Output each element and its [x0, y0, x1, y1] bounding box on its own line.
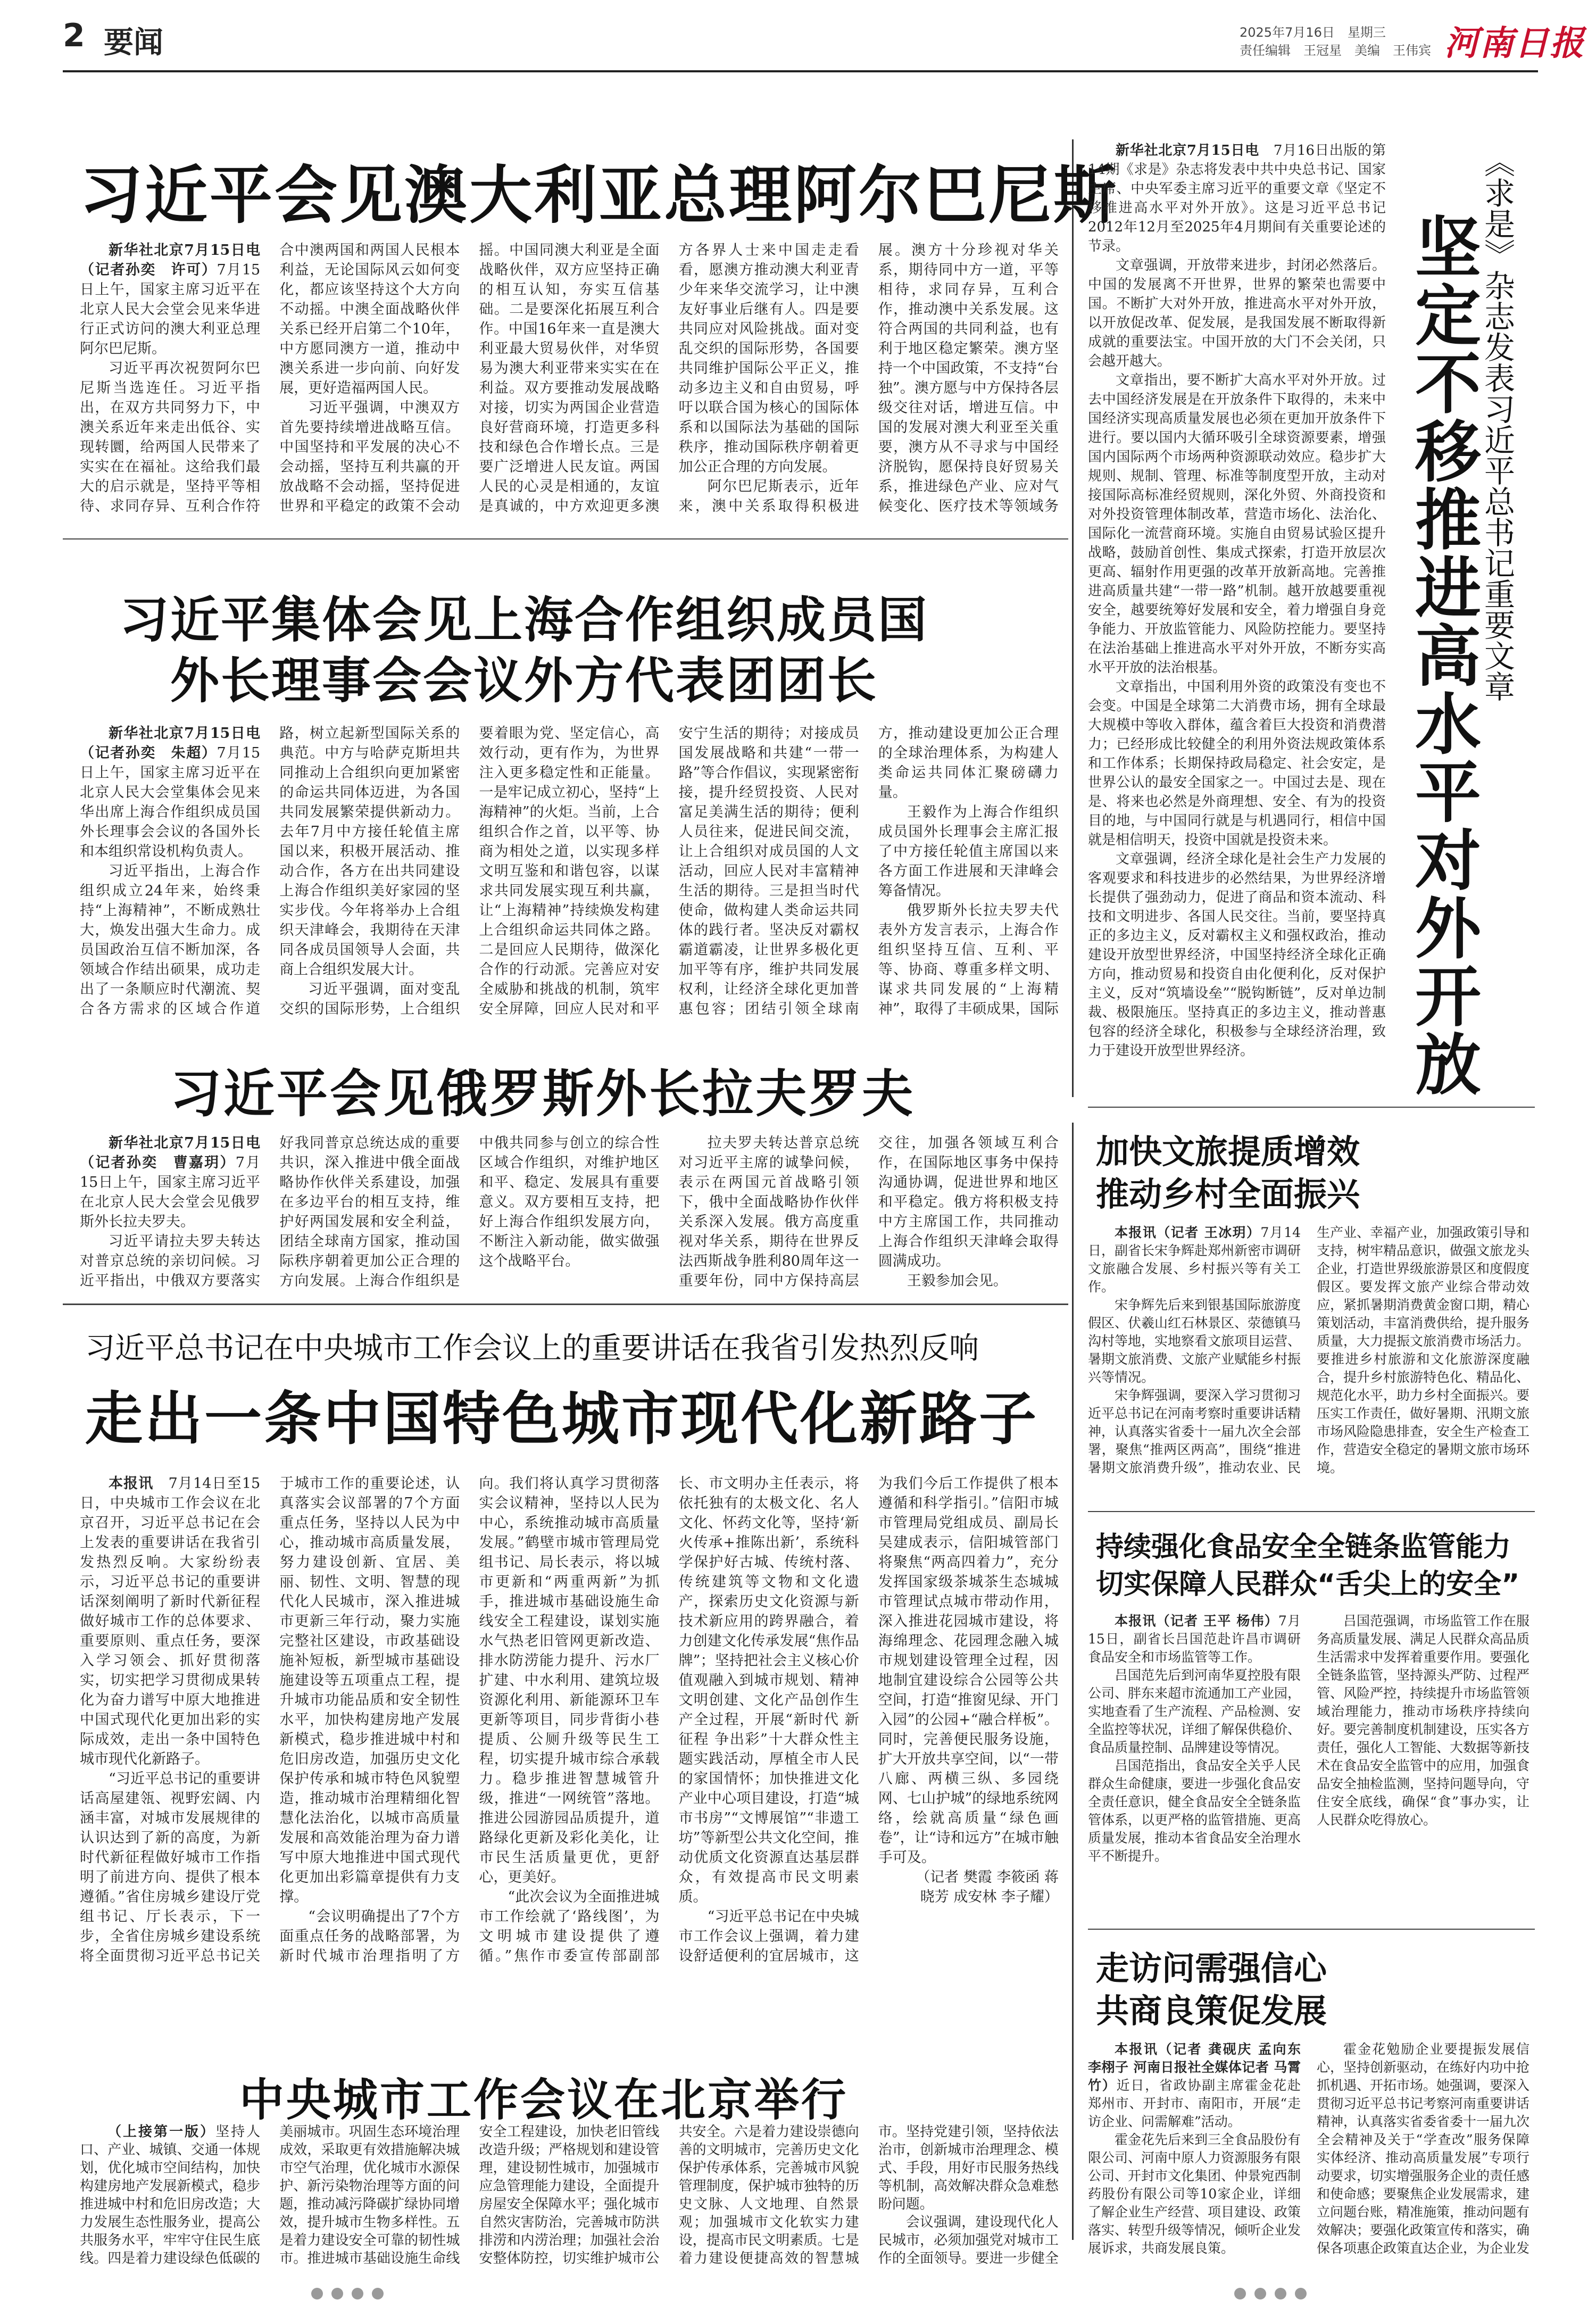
article-city-body — [80, 1474, 1059, 2054]
headline-tourism-line2: 推动乡村全面振兴 — [1096, 1175, 1360, 1214]
paragraph: 吕国范指出，食品安全关乎人民群众生命健康，要进一步强化食品安全责任意识，健全食品安全全链条监管体系，以更严格的监管措施、更高质量发展，推动本省食品安全治理水平不断提升。 — [1088, 1758, 1301, 1864]
divider — [1088, 1107, 1535, 1108]
headline-lavrov: 习近平会见俄罗斯外长拉夫罗夫 — [170, 1064, 915, 1124]
paragraph: 文章指出，要不断扩大高水平对外开放。过去中国经济发展是在开放条件下取得的，未来中国经济实现高质量发展也必须在更加开放条件下进行。要以国内大循环吸引全球资源要素，增强国内国际两个市场两种资源联动效应。稳步扩大规则、规制、管理、标准等制度型开放，主动对接国际高标准经贸规则，深化外贸、外商投资和对外投资管理体制改革，营造市场化、法治化、国际化一流营商环境。实施自由贸易试验区提升战略，鼓励首创性、集成式探索，打造开放层次更高、辐射作用更强的改革开放新高地。完善推进高质量共建“一带一路”机制。越开放越要重视安全，越要统筹好发展和安全，着力增强自身竞争能力、开放监管能力、风险防控能力。要坚持在法治基础上推进高水平对外开放，不断夯实高水平开放的法治根基。 — [1088, 372, 1386, 676]
headline-central-city-conference: 中央城市工作会议在北京举行 — [239, 2074, 849, 2126]
paragraph: 霍金花先后来到三全食品股份有限公司、河南中原人力资源服务有限公司、开封市文化集团、仲景宛西制药股份有限公司等10家企业，详细了解企业生产经营、项目建设、政策落实、转型升级等情况，倾听企业发展诉求，共商发展良策。 — [1088, 2132, 1301, 2256]
paragraph: 近日，省政协副主席霍金花赴郑州市、开封市、南阳市，开展“走访企业、问需解难”活动。 — [1088, 2078, 1301, 2129]
headline-tourism-line1: 加快文旅提质增效 — [1096, 1132, 1360, 1171]
divider — [1088, 1929, 1535, 1930]
paragraph: 7月15日上午，国家主席习近平在北京人民大会堂集体会见来华出席上海合作组织成员国外长理事会会议的各国外长和本组织常设机构负责人。 — [80, 745, 261, 860]
dot-icon — [1275, 2288, 1286, 2299]
headline-enterprise-visit-line1: 走访问需强信心 — [1096, 1949, 1327, 1988]
dot-icon — [331, 2288, 343, 2299]
paragraph: 7月15日上午，国家主席习近平在北京人民大会堂会见俄罗斯外长拉夫罗夫。 — [80, 1155, 261, 1230]
issue-date: 2025年7月16日 星期三 — [1240, 25, 1386, 40]
dateline: 本报讯 — [109, 1475, 154, 1492]
header-meta — [1240, 23, 1431, 60]
paragraph: 习近平再次祝贺阿尔巴尼斯当选连任。习近平指出，在双方共同努力下，中澳关系近年来走出低谷、实现转圜，给两国人民带来了实实在在福祉。这给我们最大的启示就是，坚持平等相待、求同存异、互利合作符合中澳两国和两国人民根本利益，无论国际风云如何变化，都应该坚持这个大方向不动摇。中澳全面战略伙伴关系已经开启第二个10年，中方愿同澳方一道，推动中澳关系进一步向前、向好发展，更好造福两国人民。 — [80, 242, 460, 514]
paragraph: 7月16日出版的第14期《求是》杂志将发表中共中央总书记、国家主席、中央军委主席习近平的重要文章《坚定不移推进高水平对外开放》。这是习近平总书记2012年12月至2025年4月期间有关重要论述的节录。 — [1088, 143, 1386, 254]
paragraph: 7月15日上午，国家主席习近平在北京人民大会堂会见来华进行正式访问的澳大利亚总理阿尔巴尼斯。 — [80, 262, 261, 357]
column-divider-lower — [1072, 1123, 1074, 2240]
headline-food-safety-line2: 切实保障人民群众“舌尖上的安全” — [1096, 1568, 1520, 1600]
dateline: 新华社北京7月15日电（记者孙奕 朱超） — [80, 725, 261, 761]
dateline: 本报讯（记者 王冰玥） — [1115, 1225, 1261, 1240]
dateline: 新华社北京7月15日电 — [1116, 143, 1260, 159]
header-rule — [63, 70, 1538, 72]
byline: （记者 樊霞 李筱函 蒋晓芳 成安林 李子耀） — [916, 1869, 1059, 1905]
headline-sco-line2: 外长理事会会议外方代表团团长 — [170, 652, 878, 709]
paragraph: 宋争辉强调，要深入学习贯彻习近平总书记在河南考察时重要讲话精神，认真落实省委十一届九次全会部署，聚焦“推两区两高”，围绕“推进暑期文旅消费升级”，推动农业、民生产业、幸福产业，加强政策引导和支持，树牢精品意识，做强文旅龙头企业，打造世界级旅游景区和度假度假区。要发挥文旅产业综合带动效应，紧抓暑期消费黄金窗口期，精心策划活动，丰富消费供给，提升服务质量，大力提振文旅消费市场活力。要推进乡村旅游和文化旅游深度融合，提升乡村旅游特色化、精品化、规范化水平，助力乡村全面振兴。要压实工作责任，做好暑期、汛期文旅市场风险隐患排查，安全生产检查工作，营造安全稳定的暑期文旅市场环境。 — [1088, 1225, 1530, 1475]
headline-enterprise-visit-line2: 共商良策促发展 — [1096, 1991, 1327, 2030]
paragraph: 文章指出，中国利用外资的政策没有变也不会变。中国是全球第二大消费市场，拥有全球最大规模中等收入群体，蕴含着巨大投资和消费潜力；已经形成比较健全的利用外资法规政策体系和工作体系；长期保持政局稳定、社会安定，是世界公认的最安全国家之一。中国过去是、现在是、将来也必然是外商理想、安全、有为的投资目的地，与中国同行就是与机遇同行，相信中国就是相信明天，投资中国就是投资未来。 — [1088, 679, 1386, 848]
paragraph: 习近平强调，面对变乱交织的国际形势，上合组织要着眼为党、坚定信心，高效行动，更有作为，为世界注入更多稳定性和正能量。一是牢记成立初心，坚持“上海精神”的火炬。当前，上合组织合作之首，以平等、协商为相处之道，以实现多样文明互鉴和和谐包容，以谋求共同发展实现互利共赢，让“上海精神”持续焕发构建上合组织命运共同体之路。二是回应人民期待，做深化合作的行动派。完善应对安全威胁和挑战的机制，筑牢安全屏障，回应人民对和平安宁生活的期待；对接成员国发展战略和共建“一带一路”等合作倡议，实现紧密衔接，提升经贸投资、人民对富足美满生活的期待；便利人员往来，促进民间交流，让上合组织对成员国的人文活动，回应人民对丰富精神生活的期待。三是担当时代使命，做构建人类命运共同体的践行者。坚决反对霸权霸道霸凌，让世界多极化更加平等有序，维护共同发展权利，让经济全球化更加普惠包容；团结引领全球南方，推动建设更加公正合理的全球治理体系，为构建人类命运共同体汇聚磅礴力量。 — [279, 725, 1059, 1017]
paragraph: 会议强调，建设现代化人民城市，必须加强党对城市工作的全面领导。要进一步健全 — [878, 2214, 1059, 2267]
paragraph: “此次会议为全面推进城市工作绘就了‘路线图’，为文明城市建设提供了遵循。”焦作市委宣传部副部长、市文明办主任表示，将依托独有的太极文化、名人文化、怀药文化等，坚持‘新火传承+推陈出新’，系统科学保护好古城、传统村落、传统建筑等文物和文化遗产，探索历史文化资源与新技术新应用的跨界融合，着力创建文化传承发展“焦作品牌”；坚持把社会主义核心价值观融入到城市规划、精神文明创建、文化产品创作生产全过程，开展“新时代 新征程 争出彩”十大群众性主题实践活动，厚植全市人民的家国情怀；加快推进文化产业中心项目建设，打造“城市书房”“文博展馆”“非遗工坊”等新型公共文化空间，推动优质文化资源直达基层群众，有效提高市民文明素质。 — [479, 1475, 859, 1964]
headline-qiushi-line2: 坚定不移推进高水平对外开放 — [1404, 213, 1481, 1098]
kicker-city: 习近平总书记在中央城市工作会议上的重要讲话在我省引发热烈反响 — [85, 1331, 979, 1366]
paragraph: 习近平请拉夫罗夫转达对普京总统的亲切问候。习近平指出，中俄双方要落实好我同普京总统达成的重要共识，深入推进中俄全面战略协作伙伴关系建设，加强在多边平台的相互支持，维护好两国发展和安全利益，团结全球南方国家，推动国际秩序朝着更加公正合理的方向发展。上海合作组织是中俄共同参与创立的综合性区域合作组织，对维护地区和平、稳定、发展具有重要意义。双方要相互支持，把好上海合作组织发展方向，不断注入新动能，做实做强这个战略平台。 — [80, 1135, 660, 1289]
article-enterprise-visit-body — [1088, 2040, 1530, 2285]
paragraph: 吕国范强调，市场监管工作在服务高质量发展、满足人民群众高品质生活需求中发挥着重要作用。要强化全链条监管，坚持源头严防、过程严管、风险严控，持续提升市场监管领域治理能力，推动市场秩序持续向好。要完善制度机制建设，压实各方责任，强化人工智能、大数据等新技术在食品安全监管中的应用，加强食品安全抽检监测，坚持问题导向，守住安全底线，确保“食”事办实，让人民群众吃得放心。 — [1317, 1613, 1530, 1828]
editor-credits: 责任编辑 王冠星 美编 王伟宾 — [1240, 43, 1431, 58]
divider — [63, 1304, 1068, 1305]
headline-albanese: 习近平会见澳大利亚总理阿尔巴尼斯 — [80, 159, 1119, 232]
divider — [1088, 1511, 1535, 1512]
paragraph: 文章强调，开放带来进步，封闭必然落后。中国的发展离不开世界，世界的繁荣也需要中国。不断扩大对外开放，推进高水平对外开放，以开放促改革、促发展，是我国发展不断取得新成就的重要法宝。中国开放的大门不会关闭，只会越开越大。 — [1088, 258, 1386, 369]
paragraph: 吕国范先后到河南华夏控股有限公司、胖东来超市流通加工产业园，实地查看了生产流程、产品检测、安全监控等状况，详细了解保供稳价、食品质量控制、品牌建设等情况。 — [1088, 1667, 1301, 1755]
paragraph: 王毅作为上海合作组织成员国外长理事会主席汇报了中方接任轮值主席国以来各方面工作进展和天津峰会筹备情况。 — [878, 804, 1059, 899]
paragraph: 宋争辉先后来到银基国际旅游度假区、伏羲山红石林景区、荥德镇马沟村等地，实地察看文旅项目运营、暑期文旅消费、文旅产业赋能乡村振兴等情况。 — [1088, 1297, 1301, 1385]
paragraph: 习近平强调，中澳双方首先要持续增进战略互信。中国坚持和平发展的决心不会动摇，坚持互利共赢的开放战略不会动摇，坚持促进世界和平稳定的政策不会动摇。中国同澳大利亚是全面战略伙伴，双方应坚持正确的相互认知，夯实互信基础。二是要深化拓展互利合作。中国16年来一直是澳大利亚最大贸易伙伴，对华贸易为澳大利亚带来实实在在利益。双方要推动发展战略对接，切实为两国企业营造良好营商环境，打造更多科技和绿色合作增长点。三是要广泛增进人民友谊。两国人民的心灵是相通的，友谊是真诚的，中方欢迎更多澳方各界人士来中国走走看看，愿澳方推动澳大利亚青少年来华交流学习，让中澳友好事业后继有人。四是要共同应对风险挑战。面对变乱交织的国际形势，各国要共同维护国际公平正义，推动多边主义和自由贸易，呼吁以联合国为核心的国际体系和以国际法为基础的国际秩序，推动国际秩序朝着更加公正合理的方向发展。 — [279, 242, 859, 514]
page-number: 2 — [63, 17, 85, 54]
column-divider — [1072, 139, 1074, 1097]
article-tourism-body — [1088, 1224, 1530, 1490]
newspaper-logo: 河南日报 — [1444, 23, 1585, 63]
article-conference-body — [80, 2123, 1059, 2282]
paragraph: 拉夫罗夫转达普京总统对习近平主席的诚挚问候，表示在两国元首战略引领下，俄中全面战略协作伙伴关系深入发展。俄方高度重视对华关系，期待在世界反法西斯战争胜利80周年这一重要年份，同中方保持高层交往，加强各领域互利合作，在国际地区事务中保持沟通协调，促进世界和地区和平稳定。俄方将积极支持中方主席国工作，共同推动上海合作组织天津峰会取得圆满成功。 — [678, 1135, 1059, 1289]
article-qiushi-body — [1088, 141, 1386, 1104]
paragraph: “习近平总书记在中央城市工作会议上强调，着力建设舒适便利的宜居城市，这为我们今后工作提供了根本遵循和科学指引。”信阳市城市管理局党组成员、副局长吴建成表示，信阳城管部门将聚焦“两高四着力”，充分发挥国家级茶城茶生态城城市管理试点城市带动作用，深入推进花园城市建设，将海绵理念、花园理念融入城市规划建设管理全过程，因地制宜建设综合公园等公共空间，打造“推窗见绿、开门入园”的公园+“融合样板”。同时，完善便民服务设施，扩大开放共享空间，以“一带八廊、两横三纵、多园绕网、七山护城”的绿地系统网络，绘就高质量“绿色画卷”，让“诗和远方”在城市触手可及。 — [678, 1475, 1059, 1964]
paragraph: 7月14日至15日，中央城市工作会议在北京召开，习近平总书记在会上发表的重要讲话在我省引发热烈反响。大家纷纷表示，习近平总书记的重要讲话深刻阐明了新时代新征程做好城市工作的总体要求、重要原则、重点任务，要深入学习领会、抓好贯彻落实，切实把学习贯彻成果转化为奋力谱写中原大地推进中国式现代化更加出彩的实际成效，走出一条中国特色城市现代化新路子。 — [80, 1475, 261, 1767]
paragraph: “会议明确提出了7个方面重点任务的战略部署，为新时代城市治理指明了方向。我们将认真学习贯彻落实会议精神，坚持以人民为中心，系统推动城市高质量发展。”鹤壁市城市管理局党组书记、局长表示，将以城市更新和“两重两新”为抓手，推进城市基础设施生命线安全工程建设，谋划实施水气热老旧管网更新改造、排水防涝能力提升、污水厂扩建、中水利用、建筑垃圾资源化利用、新能源环卫车更新等项目，同步背街小巷提质、公厕升级等民生工程，切实提升城市综合承载力。稳步推进智慧城管升级，推进“一网统管”落地。推进公园游园品质提升，道路绿化更新及彩化美化，让市民生活质量更优，更舒心，更美好。 — [279, 1475, 660, 1964]
paragraph: 王毅参加会见。 — [907, 1273, 1008, 1289]
dot-icon — [1295, 2288, 1307, 2299]
dateline: 本报讯（记者 王平 杨伟） — [1115, 1613, 1278, 1629]
article-sco-body — [80, 724, 1059, 1027]
headline-qiushi-line1: 《求是》杂志发表习近平总书记重要文章 — [1479, 146, 1515, 702]
dot-icon — [372, 2288, 384, 2299]
dot-icon — [1234, 2288, 1246, 2299]
paragraph: 霍金花勉励企业要提振发展信心，坚持创新驱动，在练好内功中抢抓机遇、开拓市场。她强调，要深入贯彻习近平总书记考察河南重要讲话精神，认真落实省委省委十一届九次全会精神及关于“学查改”服务保障实体经济、推动高质量发展”专项行动要求，切实增强服务企业的责任感和使命感；要聚焦企业发展需求，建立问题台账，精准施策，推动问题有效解决；要强化政策宣传和落实，确保各项惠企政策直达企业，为企业发 — [1317, 2041, 1530, 2256]
article-food-safety-body — [1088, 1612, 1530, 1910]
page-indicator-right — [1234, 2288, 1315, 2302]
dateline: 新华社北京7月15日电（记者孙奕 曹嘉玥） — [80, 1135, 261, 1171]
paragraph: “习近平总书记的重要讲话高屋建瓴、视野宏阔、内涵丰富，对城市发展规律的认识达到了新的高度，为新时代新征程做好城市工作指明了前进方向、提供了根本遵循。”省住房城乡建设厅党组书记、厅长表示，下一步，全省住房城乡建设系统将全面贯彻习近平总书记关于城市工作的重要论述，认真落实会议部署的7个方面重点任务，坚持以人民为中心，推动城市高质量发展，努力建设创新、宜居、美丽、韧性、文明、智慧的现代化人民城市，深入推进城市更新三年行动，聚力实施完整社区建设，市政基础设施补短板，新型城市基础设施建设等五项重点工程，提升城市功能品质和安全韧性水平，加快构建房地产发展新模式，稳步推进城中村和危旧房改造，加强历史文化保护传承和城市特色风貌塑造，推动城市治理精细化智慧化法治化，以城市高质量发展和高效能治理为奋力谱写中原大地推进中国式现代化更加出彩篇章提供有力支撑。 — [80, 1475, 460, 1964]
article-albanese-body — [80, 240, 1059, 517]
section-title: 要闻 — [104, 26, 163, 60]
dot-icon — [352, 2288, 363, 2299]
dot-icon — [311, 2288, 323, 2299]
divider — [63, 538, 1068, 539]
headline-city: 走出一条中国特色城市现代化新路子 — [85, 1386, 1039, 1452]
dateline: 本报讯（记者 龚砚庆 孟向东 李栩子 河南日报社全媒体记者 马霄竹） — [1088, 2041, 1301, 2093]
headline-sco-line1: 习近平集体会见上海合作组织成员国 — [120, 592, 929, 649]
page-indicator-left — [311, 2288, 392, 2302]
paragraph: 7月14日，副省长宋争辉赴郑州新密市调研文旅融合发展、乡村振兴等有关工作。 — [1088, 1225, 1301, 1294]
paragraph: 习近平指出，上海合作组织成立24年来，始终秉持“上海精神”，不断成熟壮大，焕发出强大生命力。成员国政治互信不断加深，各领域合作结出硕果，成功走出了一条顺应时代潮流、契合各方需求的区域合作道路，树立起新型国际关系的典范。中方与哈萨克斯坦共同推动上合组织向更加紧密的命运共同体迈进，为各国共同发展繁荣提供新动力。去年7月中方接任轮值主席国以来，积极开展活动、推动合作，各方在出共同建设上海合作组织美好家园的坚实步伐。今年将举办上合组织天津峰会，我期待在天津同各成员国领导人会面，共商上合组织发展大计。 — [80, 725, 460, 1017]
dot-icon — [1254, 2288, 1266, 2299]
paragraph: 坚持人口、产业、城镇、交通一体规划，优化城市空间结构，加快构建房地产发展新模式，稳步推进城中村和危旧房改造；大力发展生态性服务业，提高公共服务水平，牢牢守住民生底线。四是着力建设绿色低碳的美丽城市。巩固生态环境治理成效，采取更有效措施解决城市空气治理，优化城市水源保护、新污染物治理等方面的问题，推动减污降碳扩绿协同增效，提升城市生物多样性。五是着力建设安全可靠的韧性城市。推进城市基础设施生命线安全工程建设，加快老旧管线改造升级；严格规划和建设管理，建设韧性城市，加强城市应急管理能力建设，全面提升房屋安全保障水平；强化城市自然灾害防治，完善城市防洪排涝和内涝治理；加强社会治安整体防控，切实维护城市公共安全。六是着力建设崇德向善的文明城市，完善历史文化保护传承体系，完善城市风貌管理制度，保护城市独特的历史文脉、人文地理、自然景观；加强城市文化软实力建设，提高市民文明素质。七是着力建设便捷高效的智慧城市。坚持党建引领，坚持依法治市，创新城市治理理念、模式、手段，用好市民服务热线等机制，高效解决群众急难愁盼问题。 — [80, 2124, 1059, 2267]
paragraph: 7月15日，副省长吕国范赴许昌市调研食品安全和市场监管等工作。 — [1088, 1613, 1301, 1665]
headline-food-safety-line1: 持续强化食品安全全链条监管能力 — [1096, 1531, 1511, 1563]
dateline: 新华社北京7月15日电（记者孙奕 许可） — [80, 242, 261, 278]
paragraph: 阿尔巴尼斯表示，近年来，澳中关系取得积极进展。澳方十分珍视对华关系，期待同中方一道，平等相待，求同存异，互利合作，推动澳中关系发展。这符合两国的共同利益，也有利于地区稳定繁荣。澳方坚持一个中国政策，不支持“台独”。澳方愿与中方保持各层级交往对话，增进互信。中国的发展对澳大利亚至关重要，澳方从不寻求与中国经济脱钩，愿保持良好贸易关系，推进绿色产业、应对气候变化、医疗技术等领域务 — [678, 242, 1059, 514]
paragraph: 文章强调，经济全球化是社会生产力发展的客观要求和科技进步的必然结果，为世界经济增长提供了强劲动力，促进了商品和资本流动、科技和文明进步、各国人民交往。当前，要坚持真正的多边主义，反对霸权主义和强权政治，推动建设开放型世界经济，中国坚持经济全球化正确方向，推动贸易和投资自由化便利化，反对保护主义，反对“筑墙设垒”“脱钩断链”，反对单边制裁、极限施压。坚持真正的多边主义，推动普惠包容的经济全球化，积极参与全球经济治理，致力于建设开放型世界经济。 — [1088, 851, 1386, 1059]
continued-marker: （上接第一版） — [107, 2124, 216, 2140]
paragraph: 俄罗斯外长拉夫罗夫代表外方发言表示，上海合作组织坚持互信、互利、平等、协商、尊重多样文明、谋求共同发展的“上海精神”，取得了丰硕成果，国际 — [878, 902, 1059, 1017]
article-lavrov-body — [80, 1133, 1059, 1293]
